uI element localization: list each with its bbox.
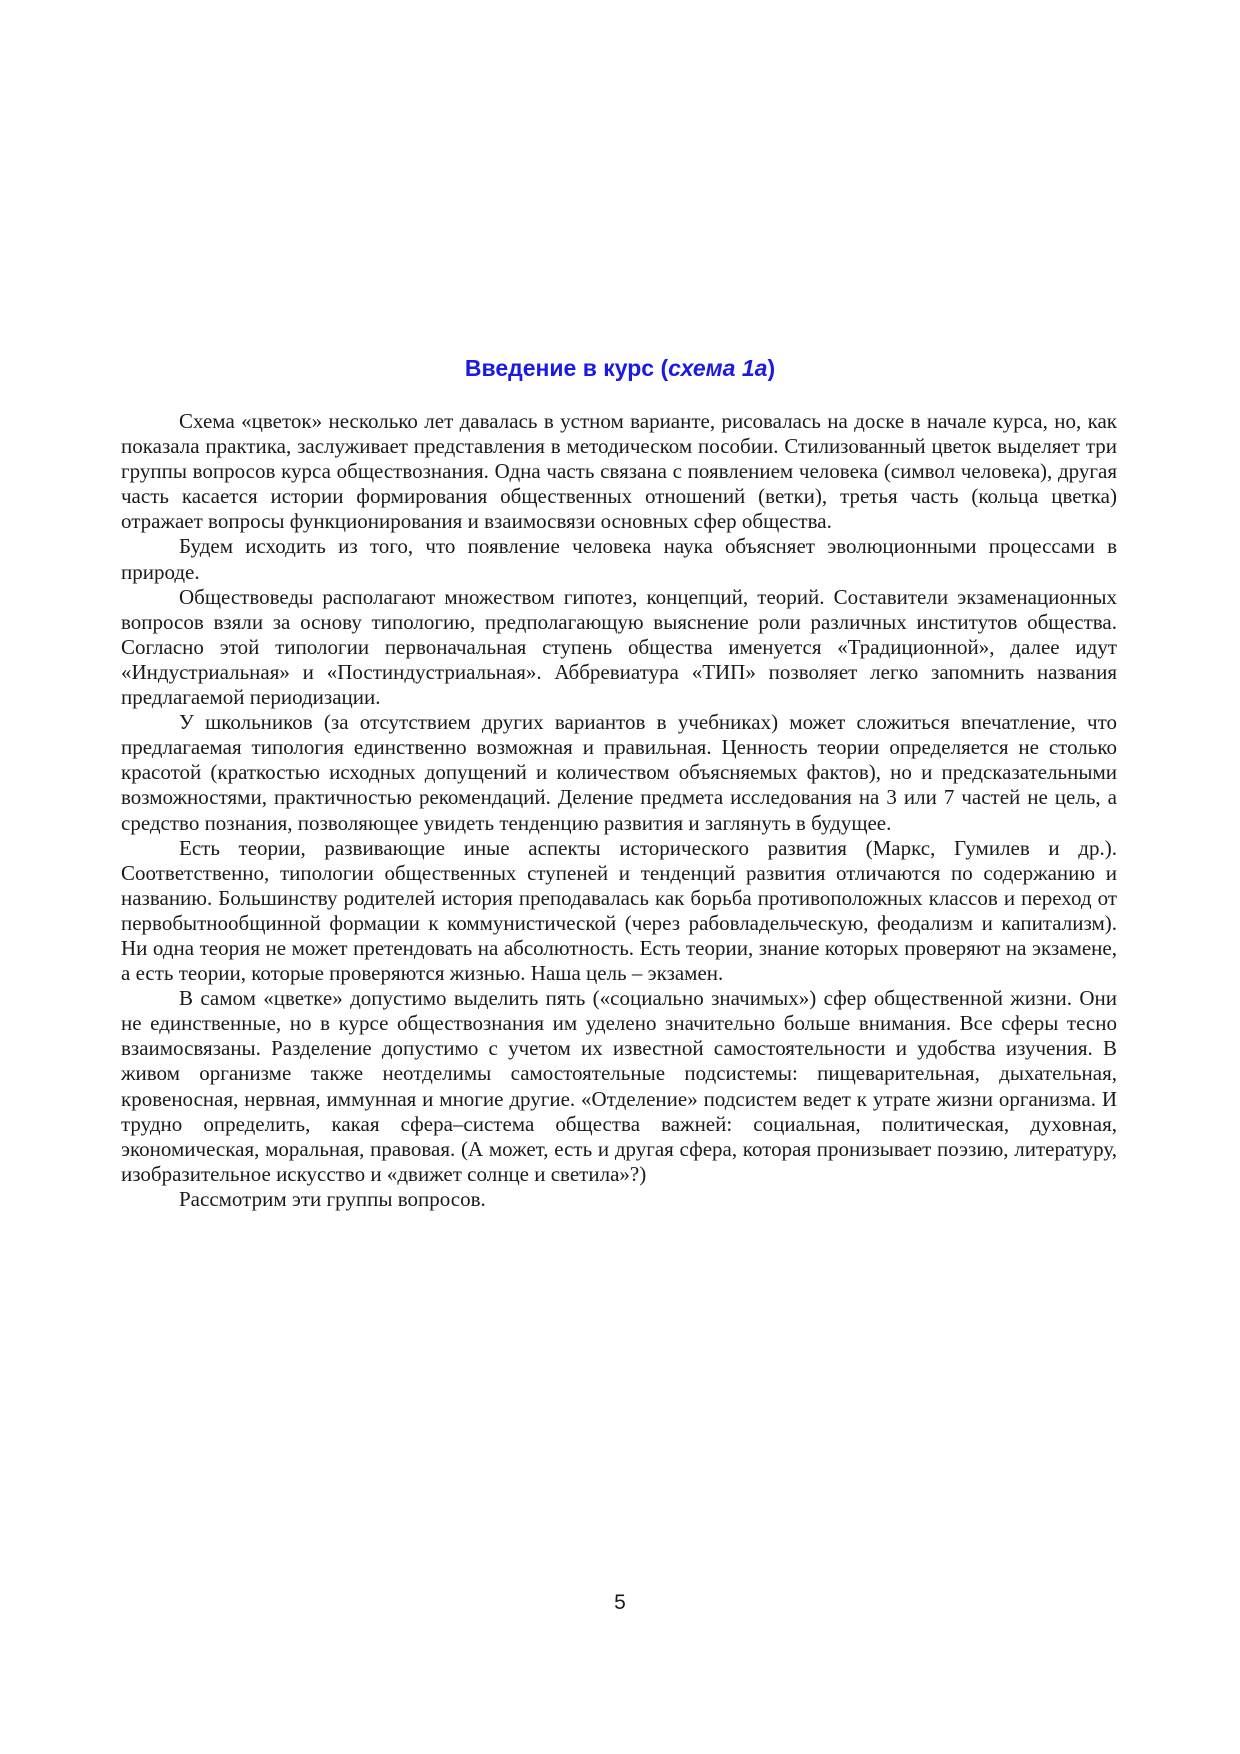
title-close: ) (767, 355, 776, 381)
paragraph-6: В самом «цветке» допустимо выделить пять («социально значимых») сфер общественной жизни. Они не единственные, но в курсе обществознания им уделено значительно больше внимания. Все сферы тесно взаимосвязаны. Разделение допустимо с учетом их известной самостоятельности и удобства изучения. В живом организме также неотделимы самостоятельные подсистемы: пищеварительная, дыхательная, кровеносная, нервная, иммунная и многие другие. «Отделение» подсистем ведет к утрате жизни организма. И трудно определить, какая сфера–система общества важней: социальная, политическая, духовная, экономическая, моральная, правовая. (А может, есть и другая сфера, которая пронизывает поэзию, литературу, изобразительное искусство и «движет солнце и светила»?) (121, 986, 1117, 1186)
page-title (0, 355, 1240, 382)
paragraph-3: Обществоведы располагают множеством гипотез, концепций, теорий. Составители экзаменационных вопросов взяли за основу типологию, предполагающую выяснение роли различных институтов общества. Согласно этой типологии первоначальная ступень общества именуется «Традиционной», далее идут «Индустриальная» и «Постиндустриальная». Аббревиатура «ТИП» позволяет легко запомнить названия предлагаемой периодизации. (121, 584, 1117, 710)
paragraph-1: Схема «цветок» несколько лет давалась в устном варианте, рисовалась на доске в начале курса, но, как показала практика, заслуживает представления в методическом пособии. Стилизованный цветок выделяет три группы вопросов курса обществознания. Одна часть связана с появлением человека (символ человека), другая часть касается истории формирования общественных отношений (ветки), третья часть (кольца цветка) отражает вопросы функционирования и взаимосвязи основных сфер общества. (121, 409, 1117, 534)
body-text (121, 409, 1117, 1212)
paragraph-4: У школьников (за отсутствием других вариантов в учебниках) может сложиться впечатление, что предлагаемая типология единственно возможная и правильная. Ценность теории определяется не столько красотой (краткостью исходных допущений и количеством объясняемых фактов), но и предсказательными возможностями, практичностью рекомендаций. Деление предмета исследования на 3 или 7 частей не цель, а средство познания, позволяющее увидеть тенденцию развития и заглянуть в будущее. (121, 710, 1117, 835)
paragraph-5: Есть теории, развивающие иные аспекты исторического развития (Маркс, Гумилев и др.). Соответственно, типологии общественных ступеней и тенденций развития отличаются по содержанию и названию. Большинству родителей история преподавалась как борьба противоположных классов и переход от первобытнообщинной формации к коммунистической (через рабовладельческую, феодализм и капитализм). Ни одна теория не может претендовать на абсолютность. Есть теории, знание которых проверяют на экзамене, а есть теории, которые проверяются жизнью. Наша цель – экзамен. (121, 835, 1117, 986)
page-number: 5 (614, 1591, 626, 1614)
paragraph-2: Будем исходить из того, что появление человека наука объясняет эволюционными процессами в природе. (121, 534, 1117, 584)
title-scheme-reference: схема 1а (668, 355, 768, 381)
title-main: Введение в курс ( (464, 355, 669, 381)
paragraph-7: Рассмотрим эти группы вопросов. (179, 1186, 486, 1211)
